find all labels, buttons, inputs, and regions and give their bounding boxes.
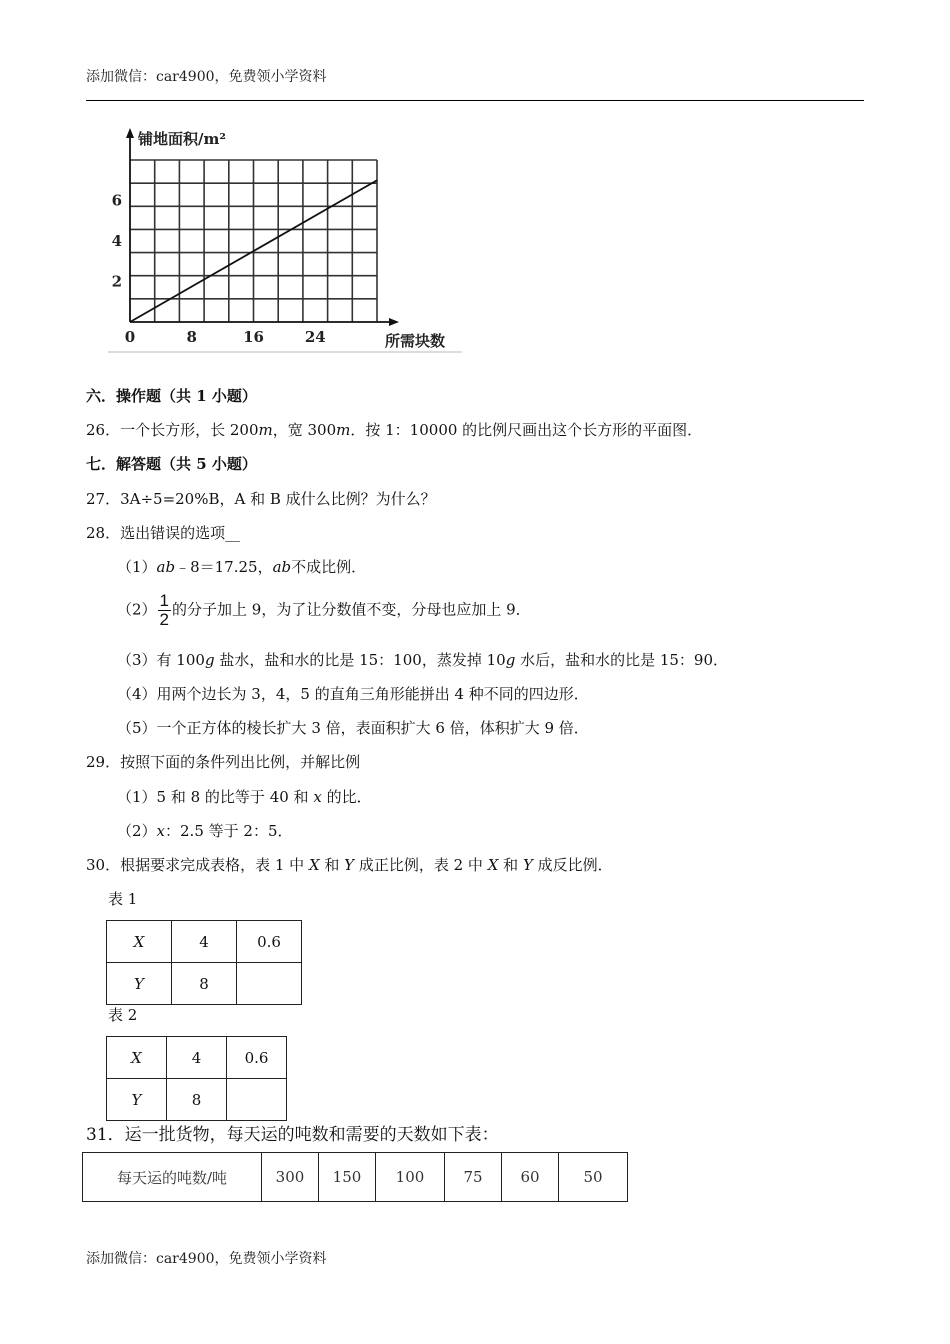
q26-text-1: 一个长方形，长 200	[120, 421, 259, 439]
chart-grid	[130, 160, 377, 322]
table-3	[82, 1152, 628, 1202]
y-tick-label: 4	[111, 232, 122, 250]
q26-text-3: ．按 1：10000 的比例尺画出这个长方形的平面图．	[350, 421, 703, 439]
table-cell: 100	[376, 1153, 445, 1202]
table-1	[106, 920, 302, 1005]
table-cell: 0.6	[227, 1037, 287, 1079]
table-cell: 150	[319, 1153, 376, 1202]
x-tick-label: 16	[243, 328, 264, 346]
table-row-header: 每天运的吨数/吨	[83, 1153, 262, 1202]
table-cell-blank[interactable]	[227, 1079, 287, 1121]
q26-unit-m-2: m	[336, 421, 351, 439]
table-cell: 8	[167, 1079, 227, 1121]
page-footer: 添加微信：car4900，免费领小学资料	[86, 1251, 327, 1267]
x-axis-arrow	[389, 318, 399, 326]
y-tick-label: 6	[111, 191, 122, 210]
q26-text-2: ，宽 300	[272, 421, 337, 439]
question-27: 27．3A÷5=20%B，A 和 B 成什么比例？为什么？	[86, 490, 436, 508]
table-cell: 300	[262, 1153, 319, 1202]
q29-option-2: （2）x：2.5 等于 2：5．	[117, 822, 293, 840]
table-cell: 75	[445, 1153, 502, 1202]
table-2	[106, 1036, 287, 1121]
page-header: 添加微信：car4900，免费领小学资料	[86, 69, 327, 85]
question-28-stem: 28．选出错误的选项__	[86, 524, 241, 542]
x-axis-label: 所需块数	[385, 332, 446, 350]
table-row	[107, 963, 302, 1005]
y-tick-label: 2	[111, 272, 122, 291]
table-row	[107, 1037, 287, 1079]
section-6-title: 六．操作题（共 1 小题）	[86, 387, 257, 405]
table-row	[107, 1079, 287, 1121]
table-cell: 8	[172, 963, 237, 1005]
x-tick-label: 0	[124, 328, 136, 346]
x-tick-label: 24	[304, 328, 326, 346]
table-cell: 4	[167, 1037, 227, 1079]
table-cell: X	[107, 921, 172, 963]
table-cell: X	[107, 1037, 167, 1079]
y-axis-arrow	[126, 128, 134, 138]
table-row	[107, 921, 302, 963]
question-29-stem: 29．按照下面的条件列出比例，并解比例	[86, 753, 361, 771]
table-cell: Y	[107, 963, 172, 1005]
q28-option-5: （5）一个正方体的棱长扩大 3 倍，表面积扩大 6 倍，体积扩大 9 倍．	[117, 719, 589, 737]
y-axis-label: 铺地面积/m²	[138, 130, 226, 148]
header-divider	[86, 100, 864, 101]
table-2-label: 表 2	[108, 1006, 138, 1024]
q29-option-1: （1）5 和 8 的比等于 40 和 x 的比．	[117, 788, 372, 806]
q28-option-4: （4）用两个边长为 3，4，5 的直角三角形能拼出 4 种不同的四边形．	[117, 685, 589, 703]
table-cell: Y	[107, 1079, 167, 1121]
area-line-chart	[100, 122, 470, 358]
question-26	[86, 419, 702, 440]
question-31-stem: 31．运一批货物，每天运的吨数和需要的天数如下表：	[86, 1125, 499, 1145]
table-cell: 0.6	[237, 921, 302, 963]
q28-option-1: （1）ab﹣8＝17.25，ab不成比例．	[117, 558, 367, 576]
table-1-label: 表 1	[108, 890, 138, 908]
q28-option-2: （2） $\frac{1}{2}$ 的分子加上 9，为了让分数值不变，分母也应加上 9．	[117, 591, 531, 629]
table-cell-blank[interactable]	[237, 963, 302, 1005]
fraction-one-half: $\frac{1}{2}$	[159, 591, 170, 629]
table-row	[83, 1153, 628, 1202]
chart-axes	[126, 128, 399, 326]
table-cell: 60	[502, 1153, 559, 1202]
q28-option-3: （3）有 100g 盐水，盐和水的比是 15：100，蒸发掉 10g 水后，盐和水的比是 15：90．	[117, 651, 729, 669]
question-30-stem: 30．根据要求完成表格，表 1 中 X 和 Y 成正比例，表 2 中 X 和 Y 成反比例．	[86, 856, 613, 874]
table-cell: 50	[559, 1153, 628, 1202]
q26-unit-m-1: m	[258, 421, 273, 439]
q26-number: 26．	[86, 421, 121, 439]
section-7-title: 七．解答题（共 5 小题）	[86, 455, 257, 473]
x-tick-label: 8	[186, 328, 197, 346]
table-cell: 4	[172, 921, 237, 963]
